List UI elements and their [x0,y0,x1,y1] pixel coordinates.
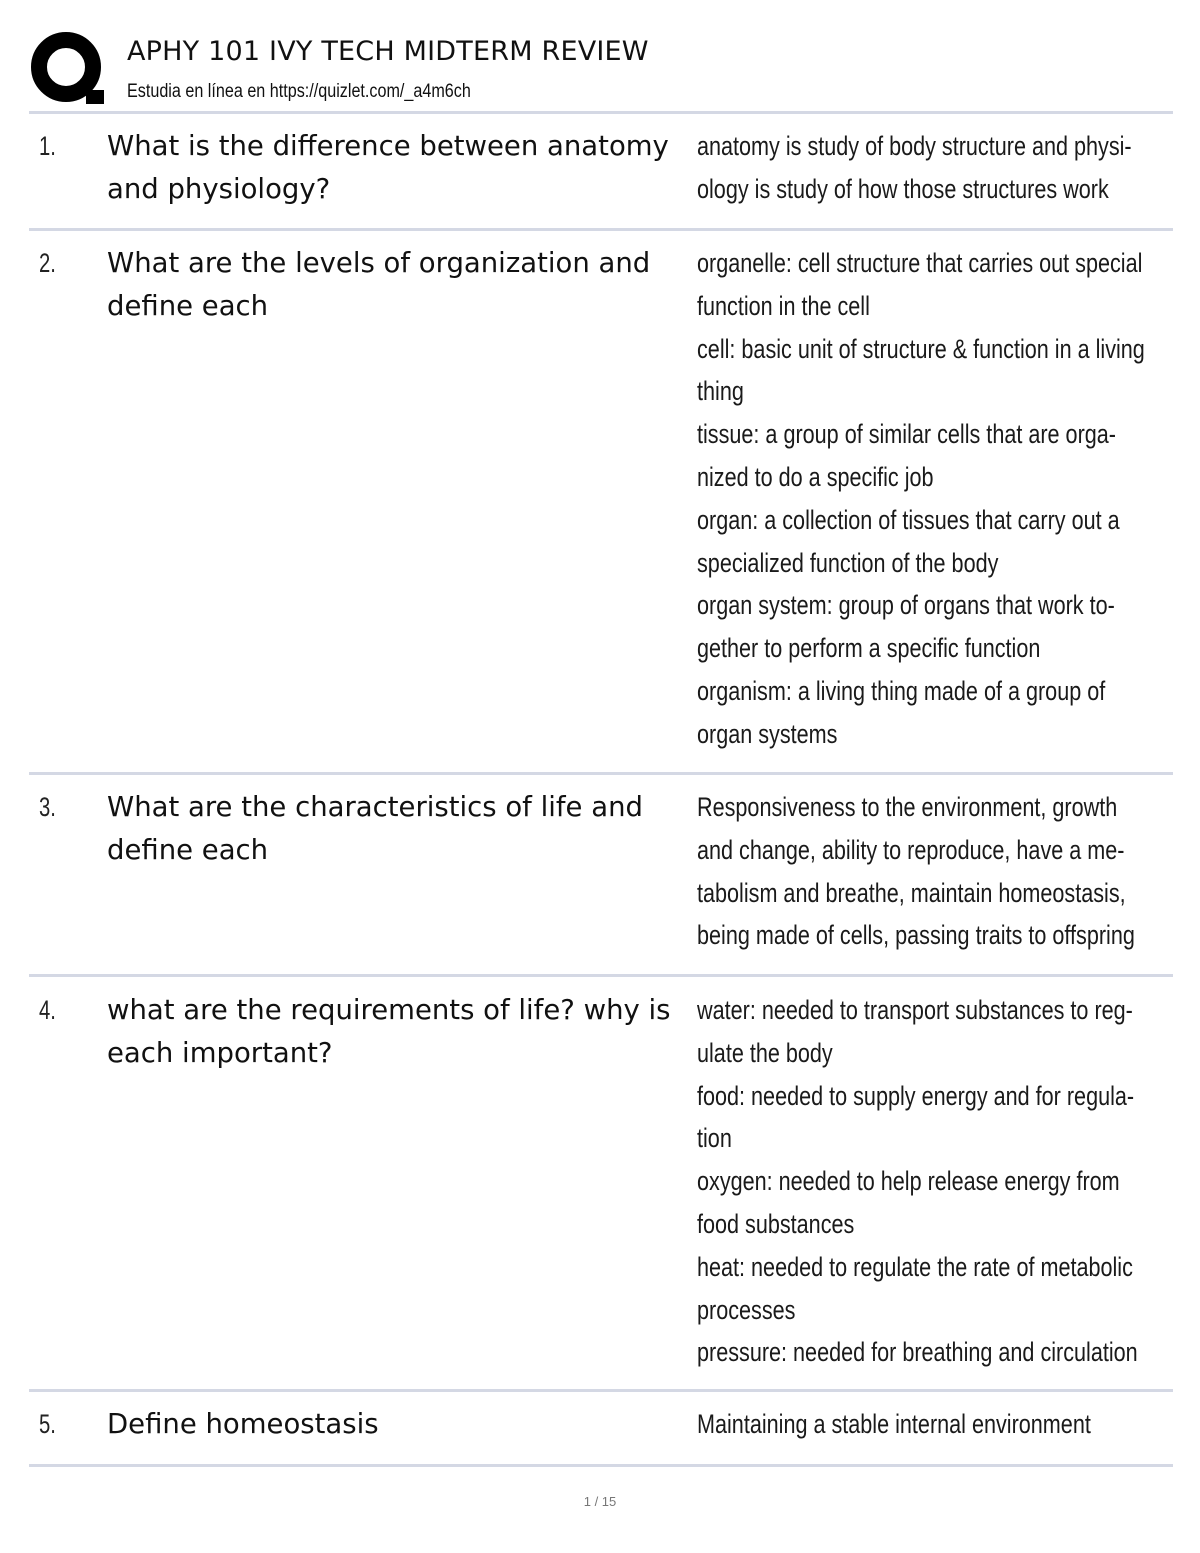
divider [29,111,1173,114]
definition-line: oxygen: needed to help release energy from [697,1166,1120,1197]
definition-line: tissue: a group of similar cells that are orga- [697,419,1116,450]
definition-line: Responsiveness to the environment, growth [697,792,1118,822]
definition-line: organ systems [697,718,838,749]
divider [29,1464,1173,1467]
definition-line: ology is study of how those structures work [697,173,1109,204]
definition-line: water: needed to transport substances to reg- [697,995,1133,1025]
divider [29,228,1173,231]
definition-line: tabolism and breathe, maintain homeostasis, [697,877,1126,908]
card-number: 3. [39,792,56,822]
definition-line: organ: a collection of tissues that carry out a [697,504,1120,535]
definition-line: food substances [697,1208,855,1239]
divider [29,974,1173,977]
card-term: What are the characteristics of life and define each [107,791,643,866]
quizlet-logo-icon [30,30,106,106]
card-number: 1. [39,131,56,161]
definition-line: specialized function of the body [697,547,999,578]
study-online-link[interactable]: Estudia en línea en https://quizlet.com/_a4m6ch [127,81,471,102]
definition-line: cell: basic unit of structure & function in a living [697,333,1145,364]
definition-line: being made of cells, passing traits to offspring [697,920,1135,951]
divider [29,1389,1173,1392]
definition-line: organ system: group of organs that work to- [697,590,1115,621]
definition-line: processes [697,1294,796,1325]
definition-line: pressure: needed for breathing and circulation [697,1337,1138,1368]
definition-line: gether to perform a specific function [697,633,1041,664]
definition-line: organism: a living thing made of a group of [697,675,1106,706]
definition-line: tion [697,1123,732,1154]
card-number: 5. [39,1409,56,1439]
divider [29,772,1173,775]
card-term: What are the levels of organization and define each [107,247,651,322]
document-header [30,30,1173,112]
card-term: what are the requirements of life? why is each important? [107,994,671,1069]
definition-line: Maintaining a stable internal environment [697,1409,1091,1439]
page-title: APHY 101 IVY TECH MIDTERM REVIEW [127,36,649,67]
definition-line: nized to do a specific job [697,461,934,492]
definition-line: anatomy is study of body structure and physi- [697,131,1132,161]
card-definition [697,1403,1157,1446]
definition-line: heat: needed to regulate the rate of metabolic [697,1251,1133,1282]
card-number: 2. [39,248,56,278]
definition-line: function in the cell [697,290,870,321]
card-term: What is the difference between anatomy and physiology? [107,130,669,205]
card-term: Define homeostasis [107,1408,379,1440]
definition-line: food: needed to supply energy and for regula- [697,1080,1135,1111]
card-definition [697,786,1157,957]
card-definition [697,989,1157,1374]
card-definition [697,242,1157,756]
card-definition [697,125,1157,211]
definition-line: thing [697,376,744,407]
card-number: 4. [39,995,56,1025]
definition-line: and change, ability to reproduce, have a me- [697,834,1125,865]
definition-line: organelle: cell structure that carries out special [697,248,1143,278]
definition-line: ulate the body [697,1037,833,1068]
page-indicator: 1 / 15 [583,1494,617,1509]
